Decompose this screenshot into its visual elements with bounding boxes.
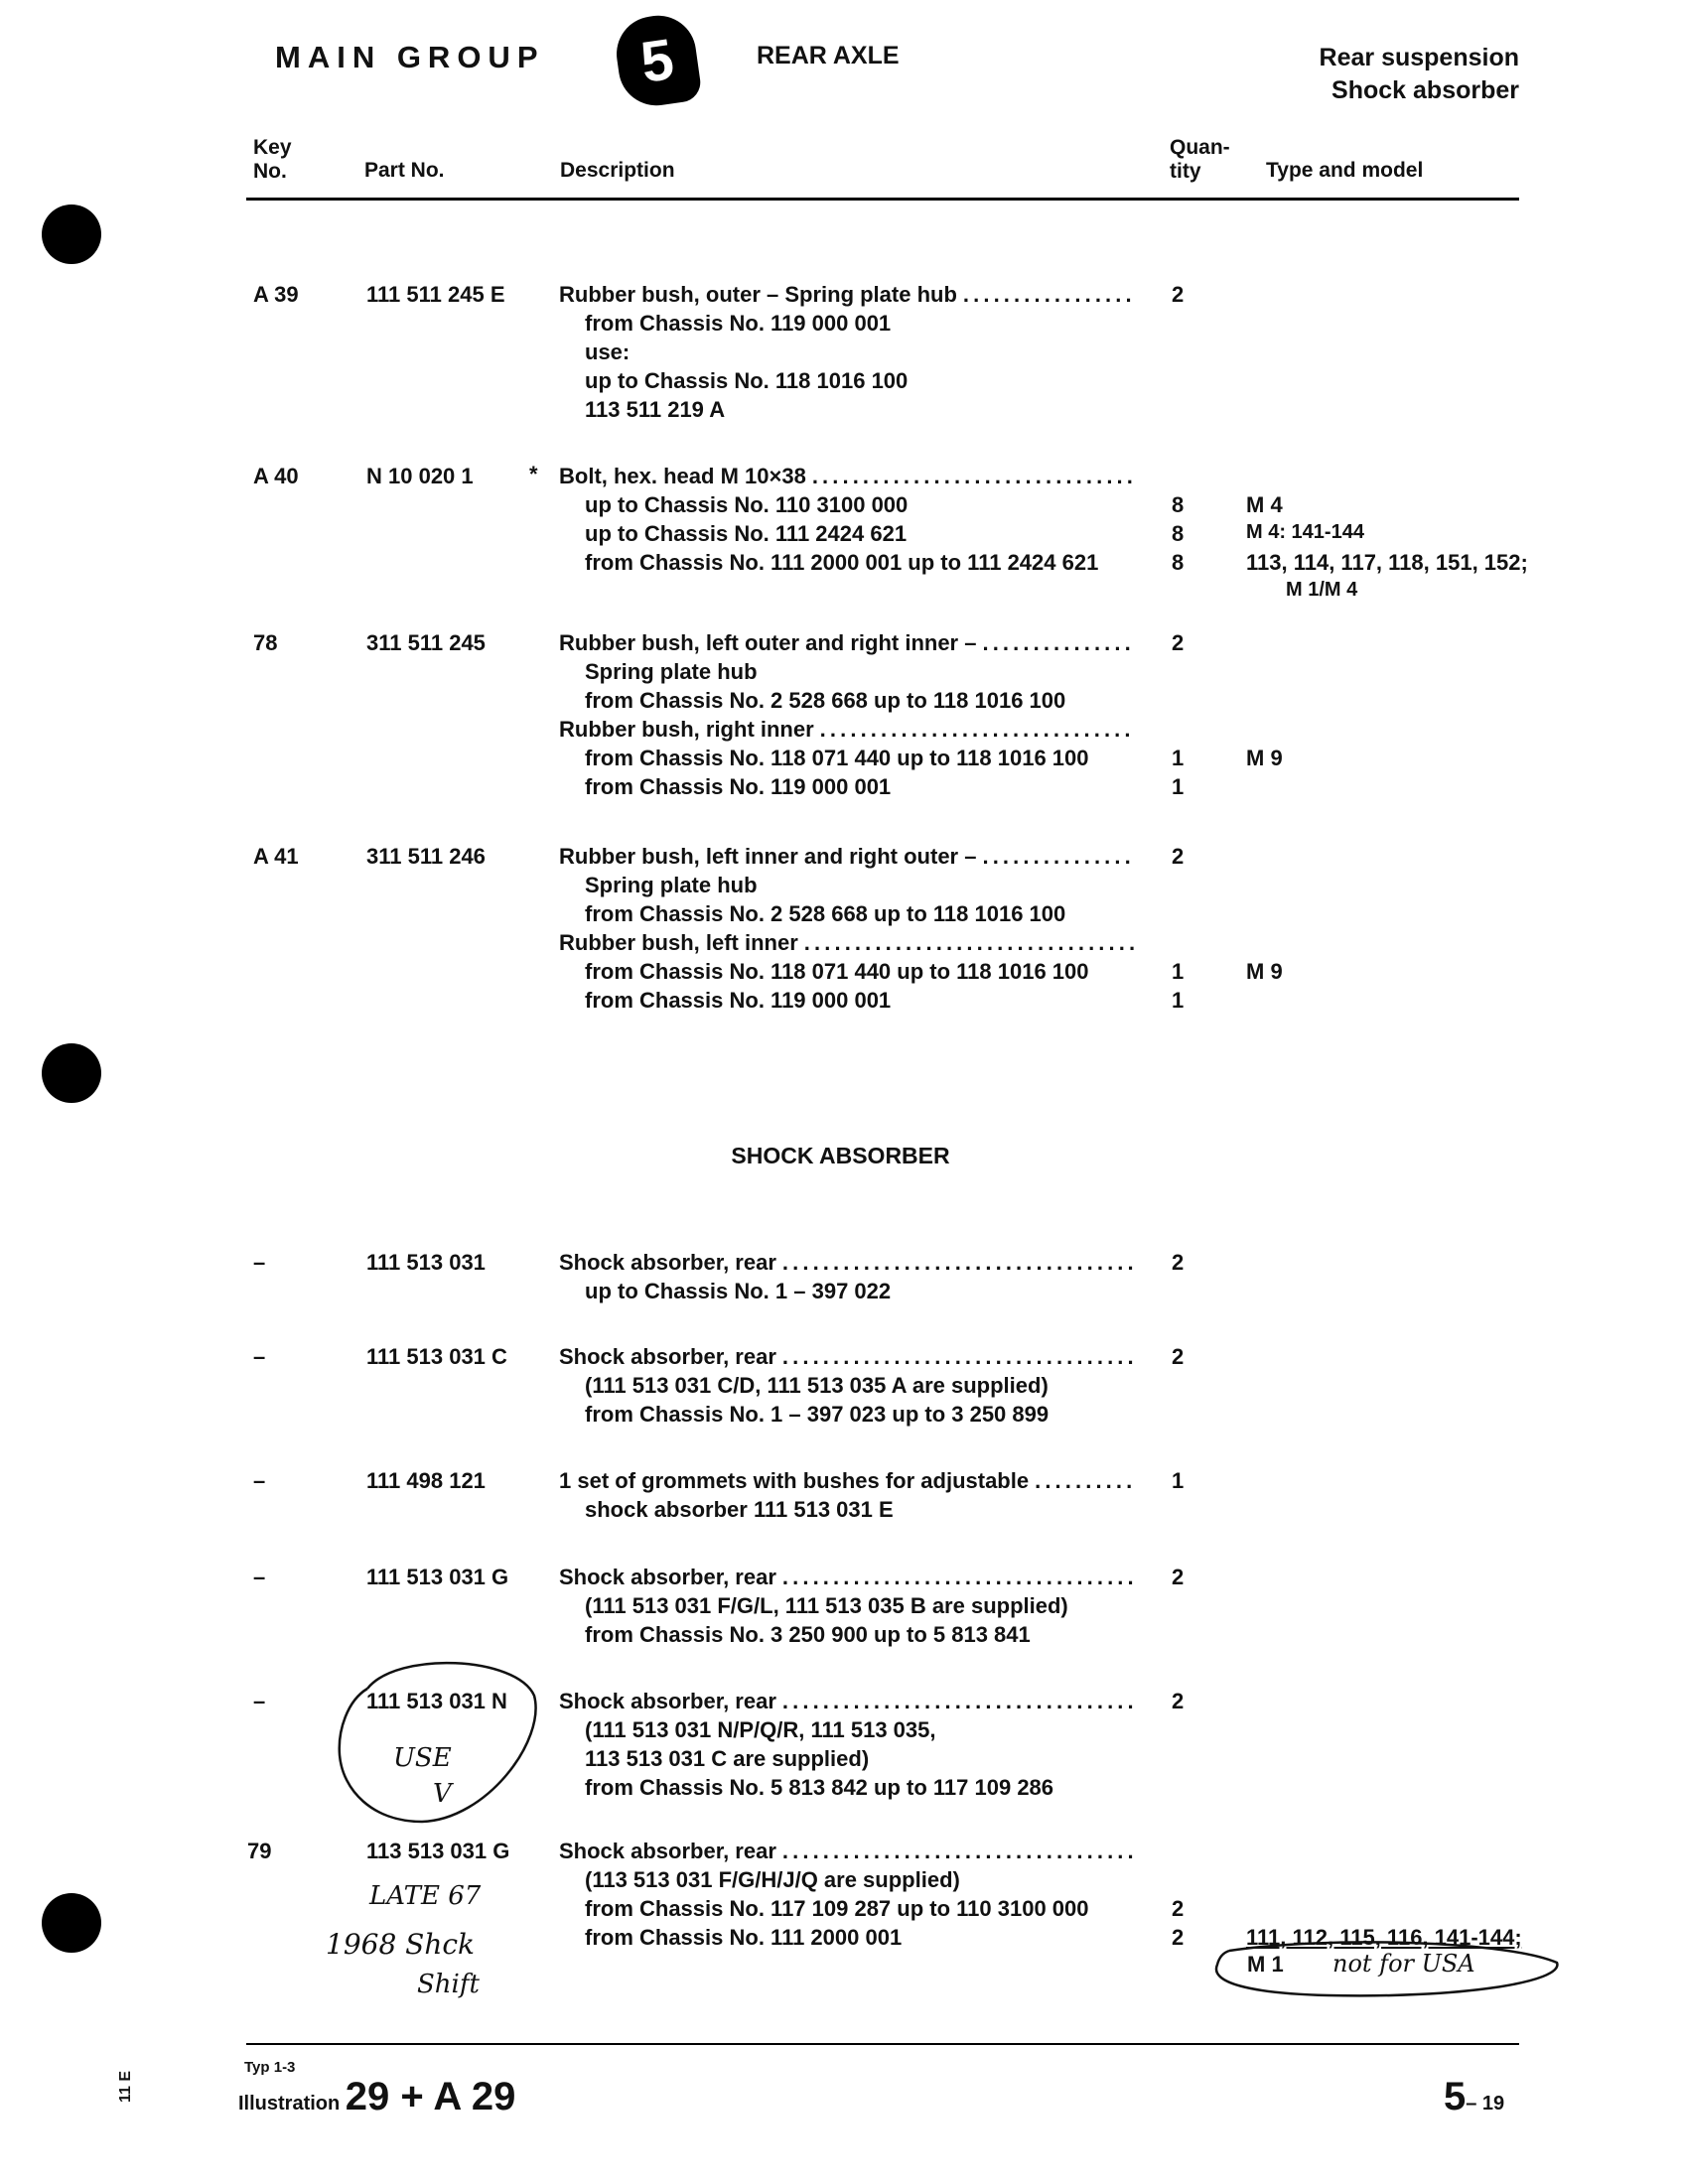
desc-line: from Chassis No. 111 2000 001 up to 111 2424 621 xyxy=(585,550,1099,575)
punch-hole-bottom xyxy=(42,1893,101,1953)
group-number-badge xyxy=(612,11,703,110)
handwritten-arrow-icon: V xyxy=(433,1779,452,1809)
desc-line: from Chassis No. 117 109 287 up to 110 3100 000 xyxy=(585,1896,1089,1921)
quantity: 2 xyxy=(1172,282,1185,307)
desc-line: Rubber bush, left inner xyxy=(559,930,798,955)
footer-illustration xyxy=(238,2075,515,2119)
desc-line: use: xyxy=(585,340,630,364)
key-no: A 39 xyxy=(253,282,299,307)
quantity: 8 xyxy=(1172,492,1185,517)
desc-line: Rubber bush, left inner and right outer – xyxy=(559,844,977,869)
desc-line: Shock absorber, rear xyxy=(559,1565,776,1589)
punch-hole-top xyxy=(42,205,101,264)
desc-line: up to Chassis No. 111 2424 621 xyxy=(585,521,908,546)
desc-line: Shock absorber, rear xyxy=(559,1839,776,1863)
description xyxy=(559,1466,1135,1524)
desc-line: from Chassis No. 2 528 668 up to 118 1016 100 xyxy=(585,688,1066,713)
part-no: 111 513 031 C xyxy=(366,1344,507,1369)
type-model: 111, 112, 115, 116, 141-144; xyxy=(1246,1925,1522,1950)
quantity: 2 xyxy=(1172,1925,1185,1950)
type-model: M 9 xyxy=(1246,959,1283,984)
section-title-2: Shock absorber xyxy=(1331,76,1519,104)
quantity: 8 xyxy=(1172,550,1185,575)
desc-line: (111 513 031 F/G/L, 111 513 035 B are supplied) xyxy=(585,1593,1068,1618)
group-name: REAR AXLE xyxy=(757,42,900,69)
part-no: 311 511 246 xyxy=(366,844,486,869)
description xyxy=(559,1342,1135,1429)
description xyxy=(559,280,1135,424)
description xyxy=(559,842,1135,1015)
type-model: M 1 xyxy=(1247,1952,1284,1977)
illustration-numbers: 29 + A 29 xyxy=(345,2075,516,2118)
part-no: 111 498 121 xyxy=(366,1468,486,1493)
desc-line: shock absorber 111 513 031 E xyxy=(585,1497,894,1522)
description xyxy=(559,462,1135,577)
part-no: 111 513 031 N xyxy=(366,1689,507,1713)
key-no: – xyxy=(253,1565,266,1589)
type-model: 113, 114, 117, 118, 151, 152; xyxy=(1246,550,1528,575)
quantity: 2 xyxy=(1172,1689,1185,1713)
type-model: M 4 xyxy=(1246,492,1283,517)
column-part-no: Part No. xyxy=(364,159,445,182)
punch-hole-middle xyxy=(42,1043,101,1103)
column-type-model: Type and model xyxy=(1266,159,1424,182)
desc-line: from Chassis No. 119 000 001 xyxy=(585,774,892,799)
description xyxy=(559,628,1135,801)
desc-line: from Chassis No. 1 – 397 023 up to 3 250 899 xyxy=(585,1402,1050,1427)
section-titles xyxy=(1320,42,1519,107)
note-asterisk: * xyxy=(529,462,538,486)
key-no: – xyxy=(253,1468,266,1493)
page-number-sub: – 19 xyxy=(1466,2093,1505,2115)
section-heading: SHOCK ABSORBER xyxy=(731,1143,950,1168)
page-number-main: 5 xyxy=(1444,2075,1467,2118)
description xyxy=(559,1837,1135,1952)
column-key-no: Key No. xyxy=(253,136,292,183)
group-number: 5 xyxy=(636,26,678,95)
key-no: – xyxy=(253,1689,266,1713)
handwritten-note-shift: Shift xyxy=(417,1970,480,1999)
desc-line: Spring plate hub xyxy=(585,659,758,684)
main-group-label: MAIN GROUP xyxy=(275,40,545,74)
handwritten-not-for-usa: not for USA xyxy=(1332,1950,1475,1978)
desc-line: Rubber bush, outer – Spring plate hub xyxy=(559,282,957,307)
quantity: 2 xyxy=(1172,1896,1185,1921)
desc-line: from Chassis No. 118 071 440 up to 118 1016 100 xyxy=(585,959,1089,984)
part-no: 111 513 031 G xyxy=(366,1565,509,1589)
quantity: 2 xyxy=(1172,1250,1185,1275)
desc-line: 1 set of grommets with bushes for adjustable xyxy=(559,1468,1030,1493)
quantity: 2 xyxy=(1172,630,1185,655)
page-number xyxy=(1444,2075,1504,2119)
desc-line: from Chassis No. 118 071 440 up to 118 1016 100 xyxy=(585,746,1089,770)
quantity: 2 xyxy=(1172,844,1185,869)
desc-line: Spring plate hub xyxy=(585,873,758,897)
quantity: 1 xyxy=(1172,959,1185,984)
desc-line: from Chassis No. 2 528 668 up to 118 1016 100 xyxy=(585,901,1066,926)
type-model: M 4: 141-144 xyxy=(1246,521,1364,543)
handwritten-note-1968: 1968 Shck xyxy=(326,1928,476,1961)
quantity: 8 xyxy=(1172,521,1185,546)
desc-line: Rubber bush, right inner xyxy=(559,717,814,742)
desc-line: up to Chassis No. 118 1016 100 xyxy=(585,368,909,393)
part-no: 111 511 245 E xyxy=(366,282,505,307)
footer-rule xyxy=(246,2043,1519,2045)
key-no: – xyxy=(253,1250,266,1275)
key-no: 79 xyxy=(247,1839,272,1863)
desc-line: from Chassis No. 111 2000 001 xyxy=(585,1925,903,1950)
desc-line: from Chassis No. 119 000 001 xyxy=(585,311,892,336)
description xyxy=(559,1248,1135,1305)
desc-line: (111 513 031 C/D, 111 513 035 A are supplied) xyxy=(585,1373,1049,1398)
column-quantity: Quan-tity xyxy=(1170,136,1230,183)
handwritten-use: USE xyxy=(393,1743,452,1773)
key-no: – xyxy=(253,1344,266,1369)
illustration-label: Illustration xyxy=(238,2093,341,2115)
desc-line: Rubber bush, left outer and right inner – xyxy=(559,630,977,655)
type-model: M 1/M 4 xyxy=(1286,579,1358,601)
column-description: Description xyxy=(560,159,675,182)
desc-line: Shock absorber, rear xyxy=(559,1250,776,1275)
handwritten-late-67: LATE 67 xyxy=(369,1881,482,1911)
desc-line: (111 513 031 N/P/Q/R, 111 513 035, xyxy=(585,1717,936,1742)
desc-line: from Chassis No. 5 813 842 up to 117 109 286 xyxy=(585,1775,1054,1800)
desc-line: 113 513 031 C are supplied) xyxy=(585,1746,870,1771)
quantity: 1 xyxy=(1172,1468,1185,1493)
desc-line: from Chassis No. 3 250 900 up to 5 813 841 xyxy=(585,1622,1031,1647)
quantity: 2 xyxy=(1172,1344,1185,1369)
description xyxy=(559,1563,1135,1649)
quantity: 1 xyxy=(1172,988,1185,1013)
key-no: 78 xyxy=(253,630,278,655)
desc-line: up to Chassis No. 1 – 397 022 xyxy=(585,1279,892,1303)
header-rule xyxy=(246,198,1519,201)
desc-line: 113 511 219 A xyxy=(585,397,726,422)
desc-line: Bolt, hex. head M 10×38 xyxy=(559,464,806,488)
part-no: N 10 020 1 xyxy=(366,464,474,488)
desc-line: Shock absorber, rear xyxy=(559,1689,776,1713)
quantity: 1 xyxy=(1172,746,1185,770)
desc-line: (113 513 031 F/G/H/J/Q are supplied) xyxy=(585,1867,960,1892)
key-no: A 40 xyxy=(253,464,299,488)
desc-line: from Chassis No. 119 000 001 xyxy=(585,988,892,1013)
key-no: A 41 xyxy=(253,844,299,869)
quantity: 2 xyxy=(1172,1565,1185,1589)
side-code: 11 E xyxy=(117,2070,134,2103)
desc-line: up to Chassis No. 110 3100 000 xyxy=(585,492,909,517)
part-no: 111 513 031 xyxy=(366,1250,486,1275)
desc-line: Shock absorber, rear xyxy=(559,1344,776,1369)
type-model: M 9 xyxy=(1246,746,1283,770)
footer-typ: Typ 1-3 xyxy=(244,2059,296,2076)
section-title-1: Rear suspension xyxy=(1319,44,1519,71)
description xyxy=(559,1687,1135,1802)
part-no: 311 511 245 xyxy=(366,630,486,655)
quantity: 1 xyxy=(1172,774,1185,799)
part-no: 113 513 031 G xyxy=(366,1839,510,1863)
